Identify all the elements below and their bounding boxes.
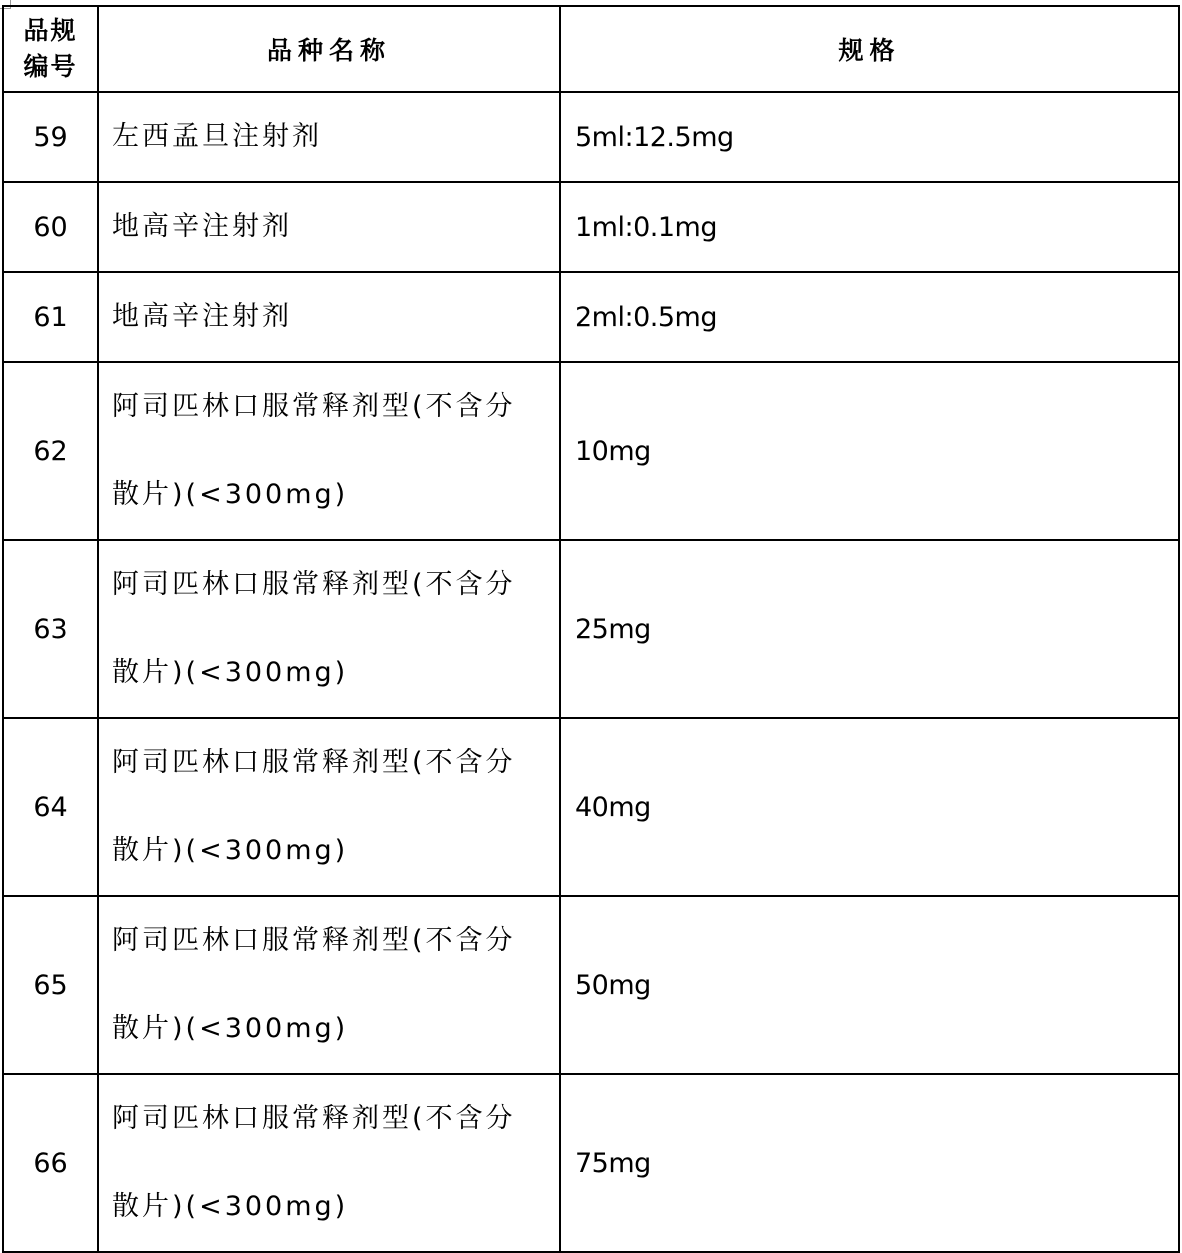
row-number: 61 — [3, 272, 98, 362]
drug-name-line: 阿司匹林口服常释剂型(不含分 — [112, 747, 516, 778]
drug-name-line: 阿司匹林口服常释剂型(不含分 — [112, 1103, 516, 1134]
drug-name-line: 左西孟旦注射剂 — [112, 121, 322, 152]
table-row — [3, 718, 1179, 896]
header-specification: 规格 — [560, 6, 1179, 92]
drug-name — [98, 182, 560, 272]
drug-name — [98, 896, 560, 1074]
table-row — [3, 182, 1179, 272]
specification: 50mg — [560, 896, 1179, 1074]
drug-name-line: 阿司匹林口服常释剂型(不含分 — [112, 925, 516, 956]
specification: 1ml:0.1mg — [560, 182, 1179, 272]
specification: 5ml:12.5mg — [560, 92, 1179, 182]
drug-name — [98, 540, 560, 718]
drug-name — [98, 362, 560, 540]
header-spec-number-line2: 编号 — [23, 52, 78, 81]
specification: 75mg — [560, 1074, 1179, 1252]
row-number: 64 — [3, 718, 98, 896]
drug-name-line: 散片)(<300mg) — [112, 835, 349, 866]
row-number: 66 — [3, 1074, 98, 1252]
drug-name-line: 阿司匹林口服常释剂型(不含分 — [112, 569, 516, 600]
drug-spec-table — [2, 5, 1180, 1253]
row-number: 59 — [3, 92, 98, 182]
drug-name-line: 地高辛注射剂 — [112, 211, 292, 242]
specification: 25mg — [560, 540, 1179, 718]
table-row — [3, 92, 1179, 182]
drug-name — [98, 272, 560, 362]
row-number: 62 — [3, 362, 98, 540]
header-drug-name: 品种名称 — [98, 6, 560, 92]
header-spec-number — [3, 6, 98, 92]
header-row — [3, 6, 1179, 92]
drug-name — [98, 1074, 560, 1252]
drug-name-line: 阿司匹林口服常释剂型(不含分 — [112, 391, 516, 422]
drug-name — [98, 718, 560, 896]
table-row — [3, 362, 1179, 540]
drug-name-line: 地高辛注射剂 — [112, 301, 292, 332]
drug-name-line: 散片)(<300mg) — [112, 479, 349, 510]
table-row — [3, 896, 1179, 1074]
specification: 2ml:0.5mg — [560, 272, 1179, 362]
header-spec-number-line1: 品规 — [23, 16, 78, 45]
drug-name-line: 散片)(<300mg) — [112, 1191, 349, 1222]
drug-name-line: 散片)(<300mg) — [112, 657, 349, 688]
specification: 40mg — [560, 718, 1179, 896]
row-number: 60 — [3, 182, 98, 272]
table-row — [3, 540, 1179, 718]
row-number: 65 — [3, 896, 98, 1074]
drug-name — [98, 92, 560, 182]
row-number: 63 — [3, 540, 98, 718]
specification: 10mg — [560, 362, 1179, 540]
table-row — [3, 1074, 1179, 1252]
drug-name-line: 散片)(<300mg) — [112, 1013, 349, 1044]
table-row — [3, 272, 1179, 362]
